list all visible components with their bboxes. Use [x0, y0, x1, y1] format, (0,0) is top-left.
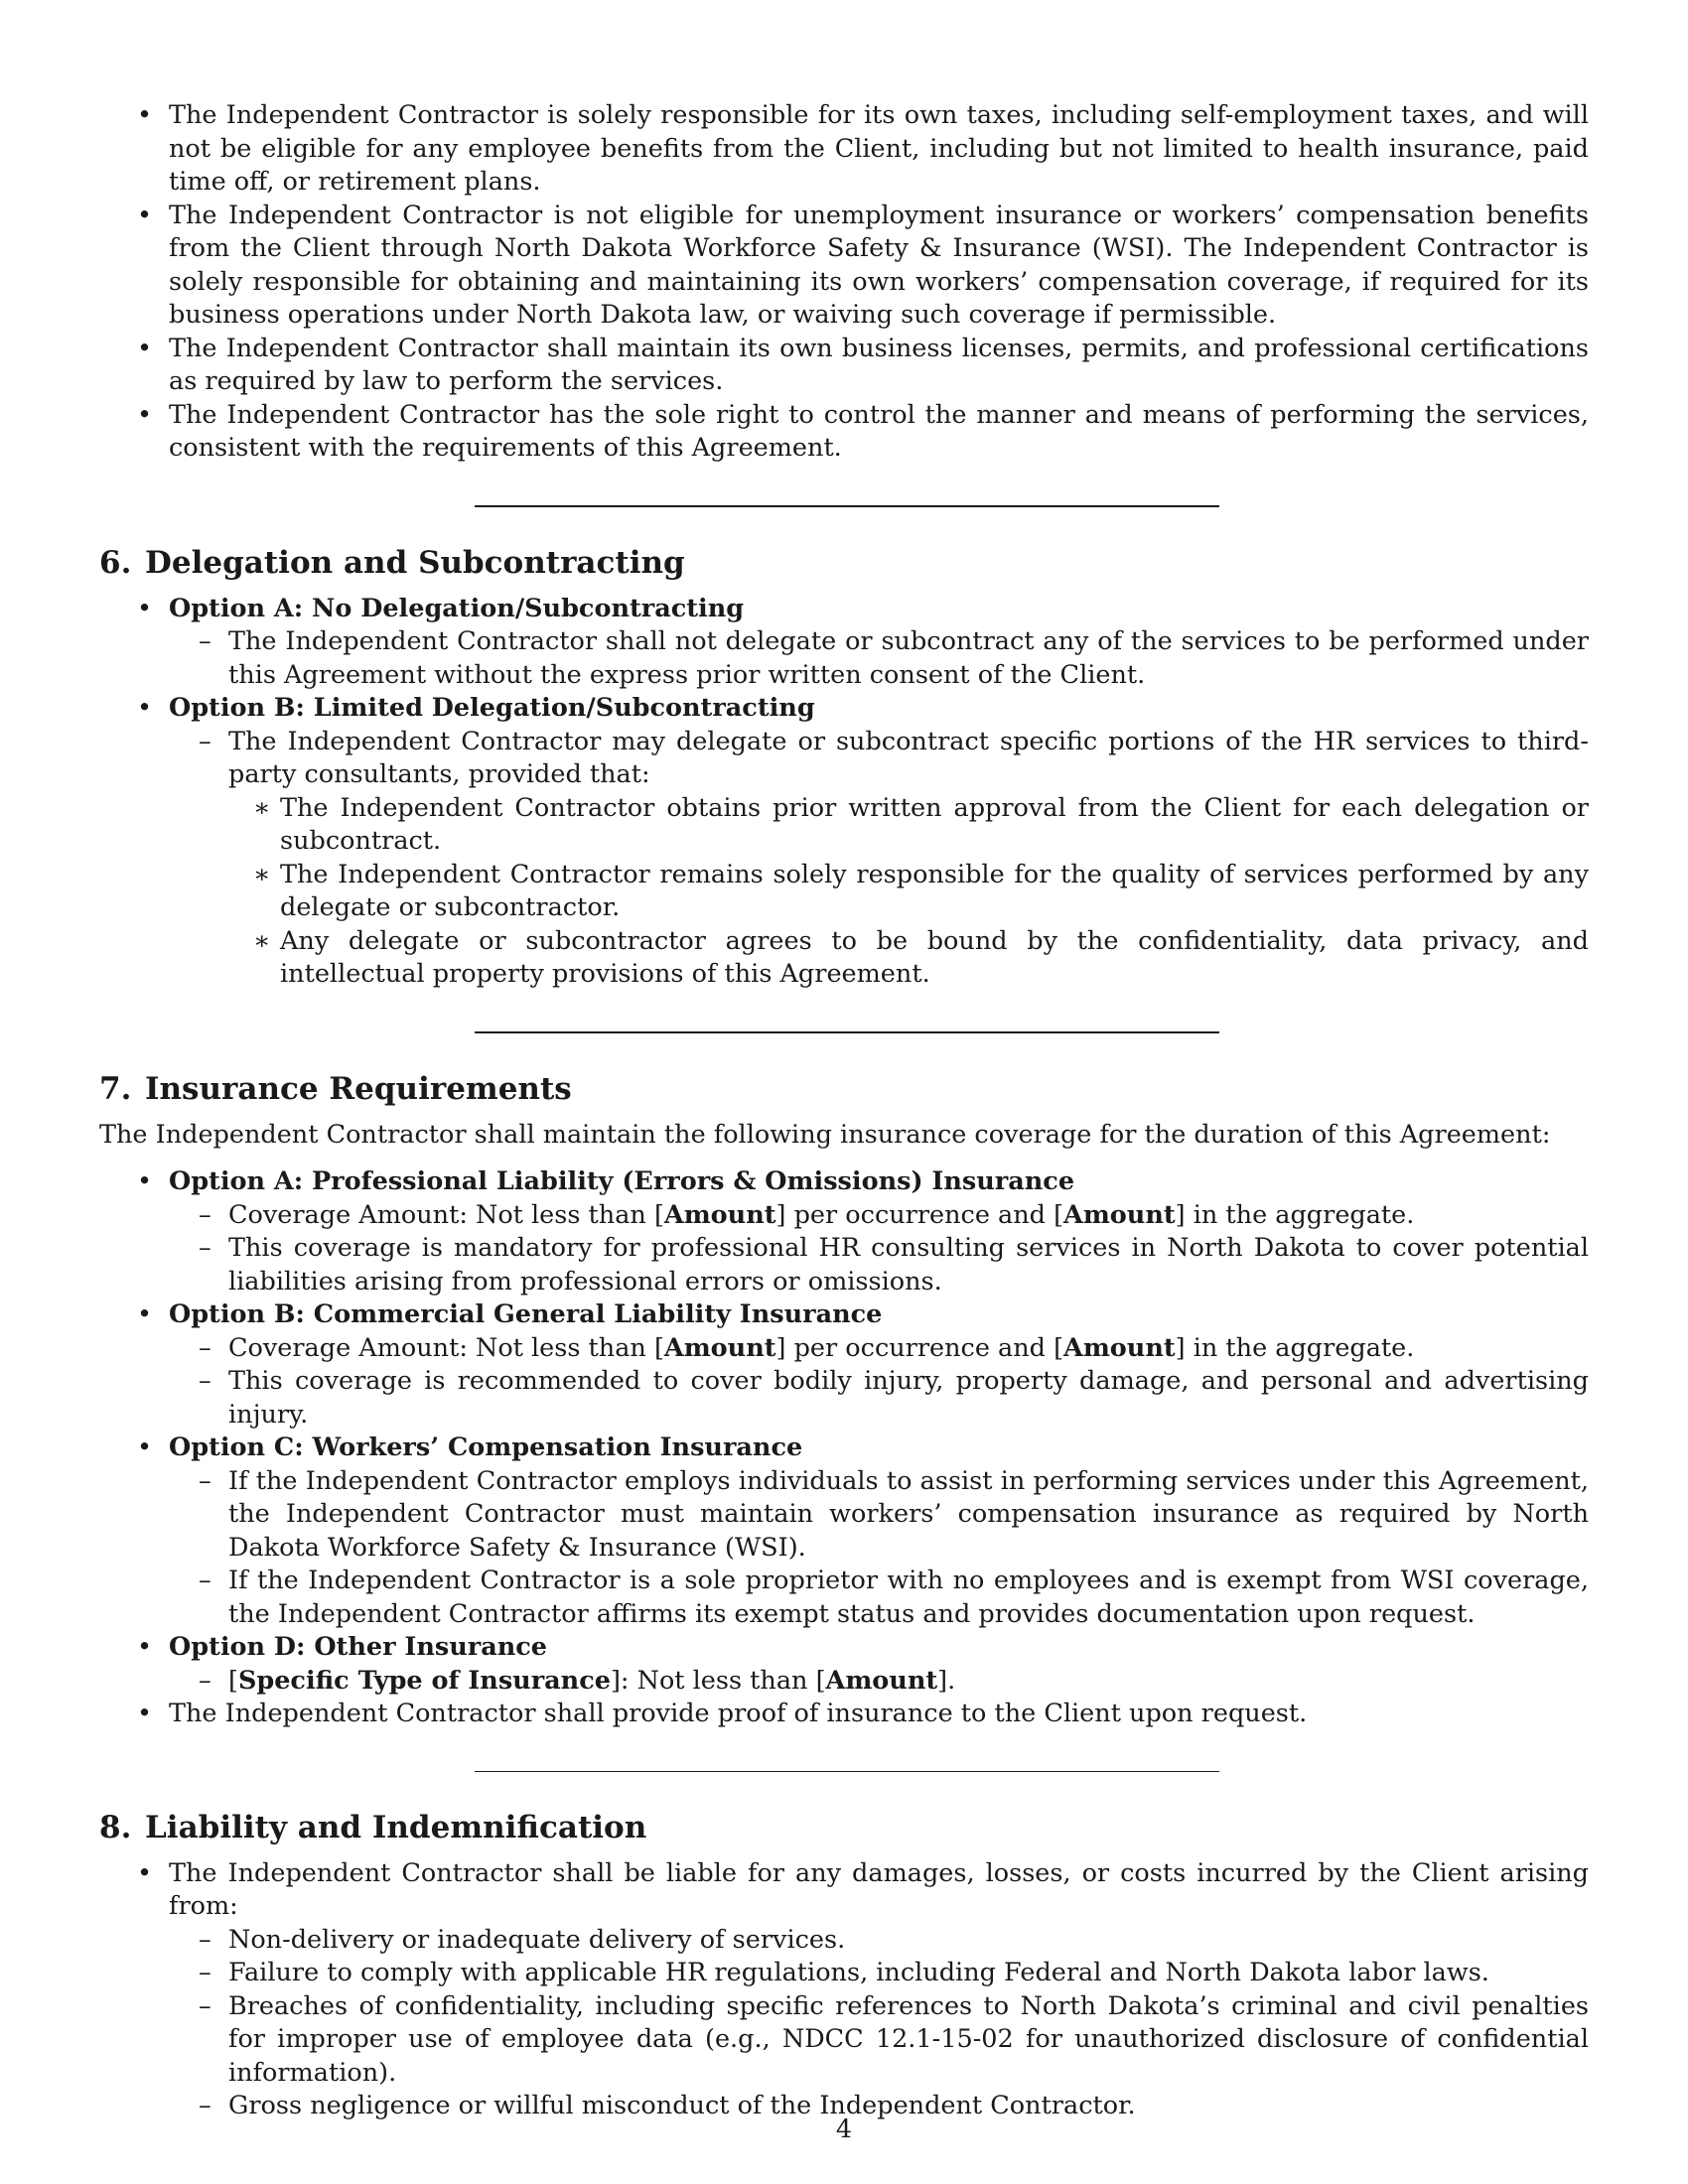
list-item: – If the Independent Contractor employs individuals to assist in performing services under this Agreement, the Independent Contractor must maintain workers’ compensation insurance as required by North Dakota Workforce Safety & Insurance (WSI). [169, 1465, 1589, 1566]
option-item [99, 1432, 1589, 1631]
option-item [99, 1631, 1589, 1698]
section-title: Insurance Requirements [145, 1070, 572, 1107]
list-item: – Gross negligence or willful misconduct of the Independent Contractor. [169, 2090, 1589, 2123]
list-item: ∗ The Independent Contractor remains solely responsible for the quality of services performed by any delegate or subcontractor. [228, 859, 1589, 925]
section-title: Liability and Indemnification [145, 1809, 647, 1845]
option-item [99, 593, 1589, 693]
sub-list [169, 625, 1589, 692]
section-number: 7. [99, 1070, 132, 1107]
text-fragment: ] per occurrence and [ [775, 1332, 1064, 1363]
text-fragment: ] per occurrence and [ [775, 1199, 1064, 1230]
liability-list [99, 1857, 1589, 2123]
list-item: ∗ The Independent Contractor obtains prior written approval from the Client for each delegation or subcontract. [228, 792, 1589, 859]
section-heading-delegation [99, 543, 1589, 583]
amount-placeholder: Amount [825, 1665, 938, 1696]
text-fragment: ] in the aggregate. [1175, 1332, 1415, 1363]
list-item: • The Independent Contractor shall maintain its own business licenses, permits, and professional certifications as required by law to perform the services. [99, 333, 1589, 399]
list-item: • The Independent Contractor shall provide proof of insurance to the Client upon request. [99, 1698, 1589, 1731]
list-item: – This coverage is recommended to cover bodily injury, property damage, and personal and advertising injury. [169, 1365, 1589, 1432]
option-label: Option B: Limited Delegation/Subcontracting [169, 693, 815, 723]
section-divider [475, 1031, 1219, 1033]
list-item [169, 726, 1589, 992]
amount-placeholder: Amount [663, 1332, 776, 1363]
list-item: • The Independent Contractor has the sole right to control the manner and means of performing the services, consistent with the requirements of this Agreement. [99, 399, 1589, 466]
option-item [99, 1165, 1589, 1298]
option-label: Option A: No Delegation/Subcontracting [169, 593, 745, 623]
option-item [99, 692, 1589, 992]
sub-list [169, 1924, 1589, 2123]
intro-bullet-list [99, 99, 1589, 466]
option-label: Option A: Professional Liability (Errors & Omissions) Insurance [169, 1166, 1075, 1196]
amount-placeholder: Amount [1063, 1332, 1176, 1363]
section-heading-insurance [99, 1069, 1589, 1109]
delegation-options-list [99, 593, 1589, 992]
text-fragment: ] in the aggregate. [1175, 1199, 1415, 1230]
other-insurance-item: – [Specific Type of Insurance]: Not less than [Amount]. [169, 1665, 1589, 1699]
list-item: • The Independent Contractor is not eligible for unemployment insurance or workers’ compensation benefits from the Client through North Dakota Workforce Safety & Insurance (WSI). The Independent Contractor is solely responsible for obtaining and maintaining its own workers’ compensation coverage, if required for its business operations under North Dakota law, or waiving such coverage if permissible. [99, 200, 1589, 333]
amount-placeholder: Amount [1063, 1199, 1176, 1230]
sub-list [169, 1199, 1589, 1299]
insurance-type-placeholder: Specific Type of Insurance [237, 1665, 611, 1696]
coverage-amount-item [169, 1332, 1589, 1366]
option-label: Option C: Workers’ Compensation Insurance [169, 1433, 803, 1462]
option-label: Option D: Other Insurance [169, 1632, 548, 1662]
condition-list [228, 792, 1589, 992]
list-item: – Non-delivery or inadequate delivery of services. [169, 1924, 1589, 1958]
section-divider [475, 505, 1219, 507]
section-intro: The Independent Contractor shall maintain the following insurance coverage for the duration of this Agreement: [99, 1119, 1551, 1150]
section-divider [475, 1771, 1219, 1772]
list-item: – This coverage is mandatory for professional HR consulting services in North Dakota to cover potential liabilities arising from professional errors or omissions. [169, 1232, 1589, 1298]
sub-list [169, 1665, 1589, 1699]
list-item: – Breaches of confidentiality, including specific references to North Dakota’s criminal and civil penalties for improper use of employee data (e.g., NDCC 12.1-15-02 for unauthorized disclosure of confidential information). [169, 1990, 1589, 2091]
amount-placeholder: Amount [663, 1199, 776, 1230]
list-item: – If the Independent Contractor is a sole proprietor with no employees and is exempt from WSI coverage, the Independent Contractor affirms its exempt status and provides documentation upon request. [169, 1565, 1589, 1631]
option-item [99, 1298, 1589, 1432]
list-item-text: The Independent Contractor shall be liable for any damages, losses, or costs incurred by the Client arising from: [169, 1857, 1589, 1921]
text-fragment: ]. [937, 1665, 956, 1696]
sub-list [169, 1465, 1589, 1632]
section-number: 8. [99, 1809, 132, 1845]
list-item: • The Independent Contractor is solely responsible for its own taxes, including self-employment taxes, and will not be eligible for any employee benefits from the Client, including but not limited to health insurance, paid time off, or retirement plans. [99, 99, 1589, 200]
text-fragment: Coverage Amount: Not less than [ [228, 1199, 664, 1230]
option-label: Option B: Commercial General Liability Insurance [169, 1299, 883, 1329]
document-page [99, 99, 1589, 2123]
coverage-amount-item [169, 1199, 1589, 1233]
section-number: 6. [99, 544, 132, 581]
text-fragment: ]: Not less than [ [610, 1665, 826, 1696]
sub-list [169, 726, 1589, 992]
list-item [99, 1857, 1589, 2123]
sub-list [169, 1332, 1589, 1433]
list-item-text: The Independent Contractor may delegate or subcontract specific portions of the HR services to third-party consultants, provided that: [228, 726, 1589, 789]
page-number: 4 [835, 2115, 853, 2144]
list-item: ∗ Any delegate or subcontractor agrees to be bound by the confidentiality, data privacy, and intellectual property provisions of this Agreement. [228, 925, 1589, 992]
section-heading-liability [99, 1808, 1589, 1847]
list-item: – Failure to comply with applicable HR regulations, including Federal and North Dakota labor laws. [169, 1957, 1589, 1990]
section-title: Delegation and Subcontracting [145, 544, 685, 581]
text-fragment: Coverage Amount: Not less than [ [228, 1332, 664, 1363]
list-item: – The Independent Contractor shall not delegate or subcontract any of the services to be performed under this Agreement without the express prior written consent of the Client. [169, 625, 1589, 692]
insurance-options-list [99, 1165, 1589, 1731]
